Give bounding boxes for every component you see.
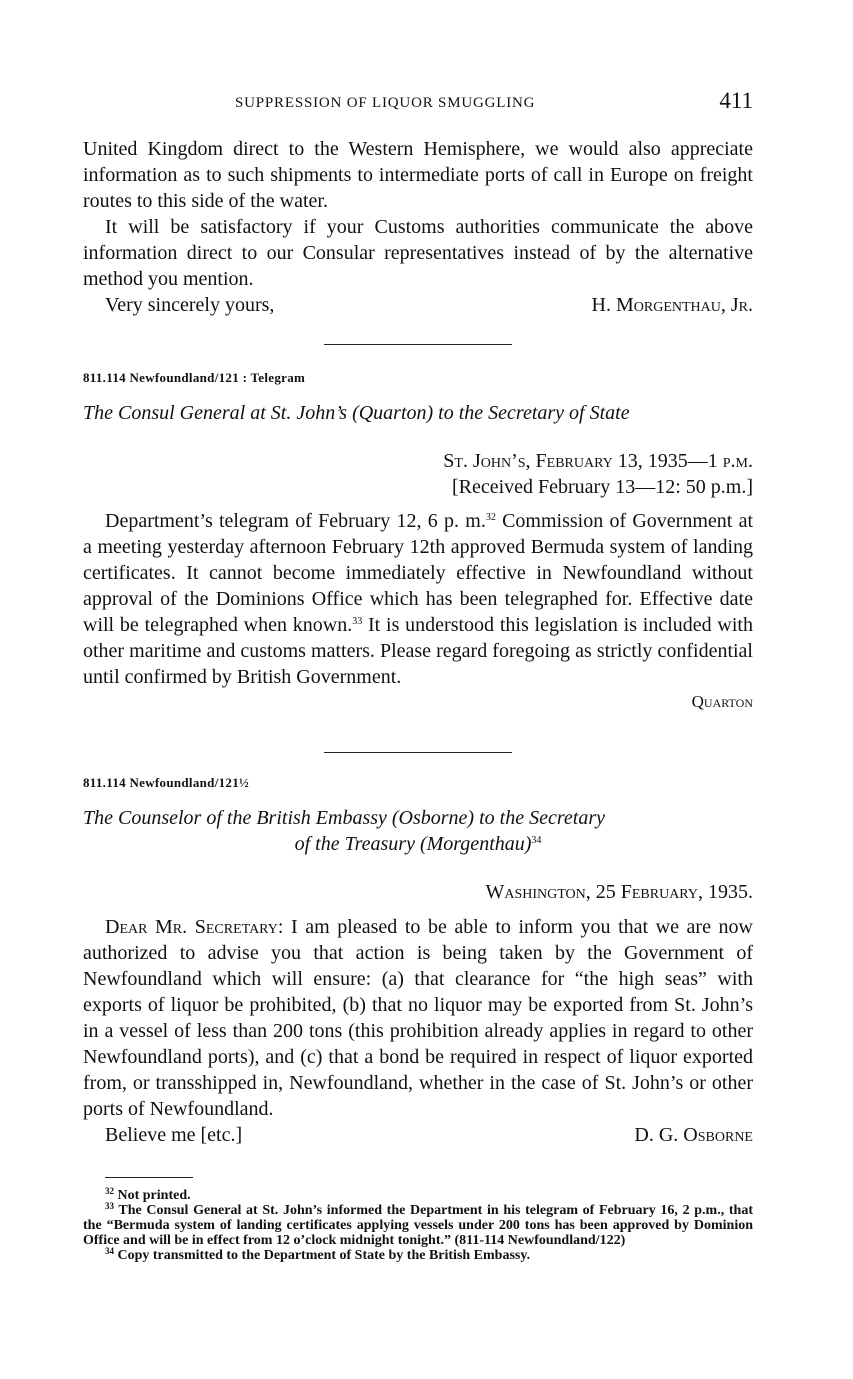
letter-closing-line bbox=[83, 292, 753, 318]
page-header bbox=[83, 88, 753, 120]
footnote-reference[interactable]: 32 bbox=[485, 512, 496, 523]
footnote-text: The Consul General at St. John’s informed the Department in his telegram of February 16, 2 p.m., that the “Bermuda system of landing certificates applying vessels under 200 tons has been approved by Dominion Office and will be in effect from 12 o’clock midnight tonight.” (811-114 Newfoundland/122) bbox=[83, 1203, 753, 1248]
salutation: Dear Mr. Secretary: bbox=[105, 916, 284, 938]
letter-signature: D. G. Osborne bbox=[634, 1124, 753, 1146]
document-121 bbox=[83, 370, 753, 714]
document-title-line bbox=[83, 831, 753, 857]
footnote-32 bbox=[83, 1188, 753, 1203]
telegram-body bbox=[83, 508, 753, 690]
document-title-text: of the Treasury (Morgenthau) bbox=[294, 833, 532, 855]
footnote-reference[interactable]: 33 bbox=[352, 616, 363, 627]
letter-closing-line bbox=[83, 1122, 753, 1148]
footnote-33 bbox=[83, 1203, 753, 1248]
document-title-line: The Counselor of the British Embassy (Osborne) to the Secretary bbox=[83, 807, 605, 829]
telegram-text: Commission of Government at a meeting yesterday afternoon February 12th approved Bermuda system of landing certificates. It cannot become immediately effective in Newfoundland without approval of the Dominions Office which has been telegraphed for. Effective date will be telegraphed when known. bbox=[83, 510, 753, 636]
dateline-place-date: St. John’s, February 13, 1935—1 p.m. bbox=[443, 450, 753, 472]
letter-text: I am pleased to be able to inform you that we are now authorized to advise you that action is being taken by the Government of Newfoundland which will ensure: (a) that clearance for “the high seas” with exports of liquor be prohibited, (b) that no liquor may be exported from St. John’s in a vessel of less than 200 tons (this prohibition already applies in regard to other Newfoundland ports), and (c) that a bond be required in respect of liquor exported from, or transshipped in, Newfoundland, whether in the case of St. John’s or other ports of Newfoundland. bbox=[83, 916, 753, 1120]
footnotes bbox=[83, 1188, 753, 1263]
letter-body bbox=[83, 914, 753, 1122]
letter-signature: H. Morgenthau, Jr. bbox=[591, 294, 753, 316]
footnote-divider bbox=[105, 1177, 193, 1178]
document-title bbox=[83, 805, 753, 857]
document-title: The Consul General at St. John’s (Quarton) to the Secretary of State bbox=[83, 402, 630, 424]
page-number: 411 bbox=[719, 88, 753, 113]
footnote-mark: 33 bbox=[105, 1201, 114, 1211]
document-121a bbox=[83, 775, 753, 1148]
telegram-signature: Quarton bbox=[691, 692, 753, 711]
footnote-mark: 32 bbox=[105, 1186, 114, 1196]
dateline-received: [Received February 13—12: 50 p.m.] bbox=[451, 476, 753, 498]
footnote-text: Copy transmitted to the Department of State by the British Embassy. bbox=[117, 1248, 531, 1263]
letter-paragraph: United Kingdom direct to the Western Hemisphere, we would also appreciate information as to such shipments to intermediate ports of call in Europe on freight routes to this side of the water. bbox=[83, 138, 753, 212]
footnote-34 bbox=[83, 1248, 753, 1263]
footnote-text: Not printed. bbox=[117, 1188, 191, 1203]
letter-continuation bbox=[83, 136, 753, 318]
running-title: SUPPRESSION OF LIQUOR SMUGGLING bbox=[235, 95, 536, 111]
file-number: 811.114 Newfoundland/121½ bbox=[83, 775, 250, 790]
section-divider bbox=[324, 752, 512, 753]
telegram-text: It is understood this legislation is included with other maritime and customs matters. Please regard foregoing as strictly confidential until confirmed by British Government. bbox=[83, 614, 753, 688]
footnote-reference[interactable]: 34 bbox=[531, 835, 542, 846]
letter-closing: Very sincerely yours, bbox=[105, 294, 275, 316]
dateline: Washington, 25 February, 1935. bbox=[485, 881, 753, 903]
footnote-mark: 34 bbox=[105, 1246, 114, 1256]
dateline bbox=[83, 448, 753, 500]
telegram-text: Department’s telegram of February 12, 6 p. m. bbox=[105, 510, 486, 532]
letter-paragraph: It will be satisfactory if your Customs authorities communicate the above information direct to our Consular representatives instead of by the alternative method you mention. bbox=[83, 216, 753, 290]
section-divider bbox=[324, 344, 512, 345]
letter-closing: Believe me [etc.] bbox=[105, 1124, 243, 1146]
file-number: 811.114 Newfoundland/121 : Telegram bbox=[83, 370, 306, 385]
